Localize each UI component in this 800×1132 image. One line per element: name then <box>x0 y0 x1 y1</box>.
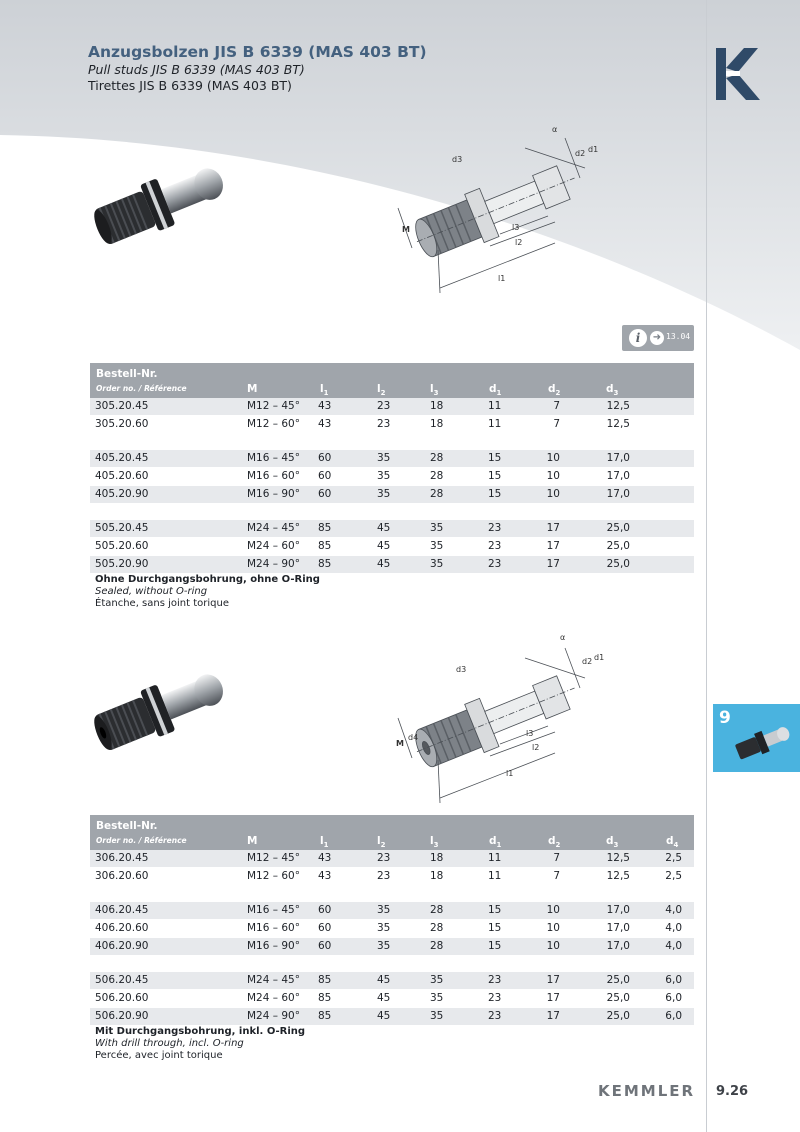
value-cell: 45 <box>377 974 391 986</box>
value-cell: 35 <box>430 558 444 570</box>
row-group-spacer <box>90 886 694 902</box>
value-cell: 10 <box>546 452 560 464</box>
info-reference: 13.04 <box>666 332 691 341</box>
value-cell: 60 <box>318 922 332 934</box>
table-row <box>90 990 694 1008</box>
value-cell: 25,0 <box>606 1010 630 1022</box>
value-cell: 23 <box>488 1010 502 1022</box>
value-cell: 28 <box>430 922 444 934</box>
value-cell: 12,5 <box>606 852 630 864</box>
header-order-subtitle: Order no. / Référence <box>96 384 187 393</box>
label-d2: d2 <box>582 657 593 666</box>
value-cell: 28 <box>430 452 444 464</box>
value-cell: 60 <box>318 470 332 482</box>
value-cell: 85 <box>318 522 332 534</box>
label-d3: d3 <box>456 665 467 674</box>
col-l3: $l_3$ <box>430 835 439 850</box>
table-row <box>90 1008 694 1026</box>
value-cell: 17 <box>546 540 560 552</box>
value-cell: 10 <box>546 904 560 916</box>
value-cell: 18 <box>430 852 444 864</box>
value-cell: 10 <box>546 488 560 500</box>
product-table-1 <box>90 363 694 574</box>
value-cell: 17,0 <box>606 488 630 500</box>
value-cell: 23 <box>488 540 502 552</box>
value-cell: 35 <box>430 992 444 1004</box>
value-cell: 6,0 <box>665 992 682 1004</box>
table-row <box>90 450 694 468</box>
value-cell: 35 <box>430 974 444 986</box>
value-cell: 35 <box>377 904 391 916</box>
pull-stud-photo <box>86 146 246 246</box>
value-cell: 11 <box>488 852 502 864</box>
value-cell: 25,0 <box>606 558 630 570</box>
value-cell: M16 – 45° <box>247 904 300 916</box>
label-l1: l1 <box>506 769 514 778</box>
order-number-cell: 405.20.90 <box>95 488 149 500</box>
value-cell: 23 <box>488 992 502 1004</box>
note-de: Mit Durchgangsbohrung, inkl. O-Ring <box>95 1026 306 1037</box>
value-cell: 45 <box>377 1010 391 1022</box>
table-row <box>90 868 694 886</box>
value-cell: 17 <box>546 522 560 534</box>
value-cell: 6,0 <box>665 1010 682 1022</box>
col-d1: $d_1$ <box>489 383 502 398</box>
col-l3: $l_3$ <box>430 383 439 398</box>
label-l2: l2 <box>515 238 523 247</box>
value-cell: 28 <box>430 904 444 916</box>
col-d2: $d_2$ <box>548 835 561 850</box>
value-cell: 60 <box>318 940 332 952</box>
value-cell: M12 – 60° <box>247 870 300 882</box>
value-cell: 35 <box>430 540 444 552</box>
value-cell: 25,0 <box>606 974 630 986</box>
value-cell: 35 <box>430 522 444 534</box>
kemmler-logo-icon <box>714 46 762 102</box>
value-cell: 12,5 <box>606 418 630 430</box>
value-cell: 7 <box>553 852 560 864</box>
value-cell: 85 <box>318 974 332 986</box>
value-cell: 43 <box>318 870 332 882</box>
value-cell: 4,0 <box>665 940 682 952</box>
table-body <box>90 850 694 1026</box>
value-cell: 60 <box>318 904 332 916</box>
value-cell: 25,0 <box>606 992 630 1004</box>
order-number-cell: 306.20.45 <box>95 852 149 864</box>
value-cell: 85 <box>318 1010 332 1022</box>
page-title-fr: Tirettes JIS B 6339 (MAS 403 BT) <box>88 78 292 93</box>
value-cell: M12 – 60° <box>247 418 300 430</box>
order-number-cell: 305.20.45 <box>95 400 149 412</box>
value-cell: M24 – 45° <box>247 522 300 534</box>
value-cell: M16 – 60° <box>247 922 300 934</box>
order-number-cell: 405.20.45 <box>95 452 149 464</box>
value-cell: 17 <box>546 1010 560 1022</box>
order-number-cell: 506.20.45 <box>95 974 149 986</box>
value-cell: 23 <box>488 558 502 570</box>
value-cell: 43 <box>318 418 332 430</box>
product-table-2 <box>90 815 694 1026</box>
chapter-tab[interactable] <box>713 704 800 772</box>
value-cell: M24 – 45° <box>247 974 300 986</box>
value-cell: 85 <box>318 540 332 552</box>
value-cell: 10 <box>546 470 560 482</box>
title-block <box>88 42 427 94</box>
header-order-number: Bestell-Nr. <box>96 368 158 380</box>
chapter-number: 9 <box>719 708 731 728</box>
order-number-cell: 506.20.90 <box>95 1010 149 1022</box>
value-cell: 17,0 <box>606 904 630 916</box>
value-cell: 23 <box>377 400 391 412</box>
value-cell: 17,0 <box>606 470 630 482</box>
value-cell: 23 <box>488 974 502 986</box>
order-number-cell: 505.20.45 <box>95 522 149 534</box>
value-cell: 15 <box>488 488 502 500</box>
label-m: M <box>402 225 410 234</box>
value-cell: 43 <box>318 400 332 412</box>
table-header <box>90 363 694 398</box>
value-cell: 15 <box>488 922 502 934</box>
value-cell: M24 – 90° <box>247 1010 300 1022</box>
table-row <box>90 850 694 868</box>
col-d3: $d_3$ <box>606 835 619 850</box>
value-cell: M24 – 90° <box>247 558 300 570</box>
value-cell: 35 <box>377 488 391 500</box>
label-alpha: α <box>560 633 566 642</box>
table-row <box>90 556 694 574</box>
order-number-cell: 506.20.60 <box>95 992 149 1004</box>
value-cell: 15 <box>488 904 502 916</box>
value-cell: 2,5 <box>665 852 682 864</box>
note-fr: Étanche, sans joint torique <box>95 598 229 609</box>
label-alpha: α <box>552 125 558 134</box>
col-l2: $l_2$ <box>377 383 386 398</box>
value-cell: M12 – 45° <box>247 400 300 412</box>
label-d3: d3 <box>452 155 463 164</box>
col-d2: $d_2$ <box>548 383 561 398</box>
value-cell: 17 <box>546 974 560 986</box>
value-cell: 28 <box>430 940 444 952</box>
label-m: M <box>396 739 404 748</box>
col-d4: $d_4$ <box>666 835 679 850</box>
value-cell: 10 <box>546 922 560 934</box>
col-d1: $d_1$ <box>489 835 502 850</box>
label-l2: l2 <box>532 743 540 752</box>
page-number: 9.26 <box>716 1084 749 1099</box>
table-row <box>90 416 694 434</box>
order-number-cell: 405.20.60 <box>95 470 149 482</box>
value-cell: 7 <box>553 870 560 882</box>
note-en: With drill through, incl. O-ring <box>95 1038 244 1049</box>
value-cell: 45 <box>377 540 391 552</box>
value-cell: 43 <box>318 852 332 864</box>
value-cell: 23 <box>377 418 391 430</box>
header-order-number: Bestell-Nr. <box>96 820 158 832</box>
table-header <box>90 815 694 850</box>
label-d4: d4 <box>408 733 419 742</box>
label-l3: l3 <box>526 729 534 738</box>
value-cell: 45 <box>377 522 391 534</box>
technical-drawing <box>380 118 610 298</box>
value-cell: 35 <box>377 940 391 952</box>
info-reference-box[interactable] <box>622 325 694 351</box>
page-title-en: Pull studs JIS B 6339 (MAS 403 BT) <box>88 62 305 77</box>
value-cell: 23 <box>377 852 391 864</box>
value-cell: 60 <box>318 452 332 464</box>
table-row <box>90 972 694 990</box>
table-body <box>90 398 694 574</box>
value-cell: 7 <box>553 418 560 430</box>
pull-stud-thumbnail-icon <box>731 718 795 762</box>
order-number-cell: 505.20.60 <box>95 540 149 552</box>
table-2-notes <box>95 1026 305 1062</box>
value-cell: 11 <box>488 400 502 412</box>
value-cell: 11 <box>488 418 502 430</box>
value-cell: 15 <box>488 940 502 952</box>
value-cell: 60 <box>318 488 332 500</box>
value-cell: 45 <box>377 558 391 570</box>
value-cell: 18 <box>430 418 444 430</box>
table-row <box>90 902 694 920</box>
technical-drawing-oring <box>380 628 610 808</box>
note-en: Sealed, without O-ring <box>95 586 208 597</box>
value-cell: 18 <box>430 400 444 412</box>
order-number-cell: 406.20.45 <box>95 904 149 916</box>
value-cell: 35 <box>377 922 391 934</box>
value-cell: 85 <box>318 558 332 570</box>
info-icon: i <box>629 329 647 347</box>
note-de: Ohne Durchgangsbohrung, ohne O-Ring <box>95 574 320 585</box>
footer-brand: KEMMLER <box>598 1082 696 1100</box>
col-l1: $l_1$ <box>320 835 329 850</box>
value-cell: 17 <box>546 992 560 1004</box>
value-cell: 25,0 <box>606 540 630 552</box>
order-number-cell: 305.20.60 <box>95 418 149 430</box>
value-cell: 17,0 <box>606 940 630 952</box>
value-cell: 23 <box>377 870 391 882</box>
table-row <box>90 486 694 504</box>
value-cell: 35 <box>377 470 391 482</box>
table-row <box>90 538 694 556</box>
table-row <box>90 938 694 956</box>
col-l1: $l_1$ <box>320 383 329 398</box>
value-cell: M24 – 60° <box>247 992 300 1004</box>
value-cell: 17,0 <box>606 922 630 934</box>
value-cell: 28 <box>430 488 444 500</box>
value-cell: 28 <box>430 470 444 482</box>
col-m: M <box>247 835 258 847</box>
value-cell: 10 <box>546 940 560 952</box>
header-order-subtitle: Order no. / Référence <box>96 836 187 845</box>
value-cell: 4,0 <box>665 904 682 916</box>
order-number-cell: 406.20.90 <box>95 940 149 952</box>
value-cell: M16 – 90° <box>247 940 300 952</box>
value-cell: 35 <box>377 452 391 464</box>
order-number-cell: 505.20.90 <box>95 558 149 570</box>
value-cell: M16 – 45° <box>247 452 300 464</box>
value-cell: 7 <box>553 400 560 412</box>
page-title: Anzugsbolzen JIS B 6339 (MAS 403 BT) <box>88 43 427 61</box>
value-cell: 17 <box>546 558 560 570</box>
value-cell: 12,5 <box>606 870 630 882</box>
value-cell: 17,0 <box>606 452 630 464</box>
order-number-cell: 306.20.60 <box>95 870 149 882</box>
row-group-spacer <box>90 504 694 520</box>
label-l1: l1 <box>498 274 506 283</box>
value-cell: M24 – 60° <box>247 540 300 552</box>
value-cell: 6,0 <box>665 974 682 986</box>
value-cell: 11 <box>488 870 502 882</box>
pull-stud-photo-oring <box>86 652 246 752</box>
row-group-spacer <box>90 434 694 450</box>
label-d1: d1 <box>594 653 605 662</box>
value-cell: 23 <box>488 522 502 534</box>
value-cell: M16 – 90° <box>247 488 300 500</box>
label-l3: l3 <box>512 223 520 232</box>
value-cell: 35 <box>430 1010 444 1022</box>
value-cell: 15 <box>488 452 502 464</box>
table-1-notes <box>95 574 320 610</box>
col-l2: $l_2$ <box>377 835 386 850</box>
col-d3: $d_3$ <box>606 383 619 398</box>
value-cell: 45 <box>377 992 391 1004</box>
table-row <box>90 468 694 486</box>
order-number-cell: 406.20.60 <box>95 922 149 934</box>
col-m: M <box>247 383 258 395</box>
table-row <box>90 398 694 416</box>
value-cell: 12,5 <box>606 400 630 412</box>
value-cell: 25,0 <box>606 522 630 534</box>
value-cell: 2,5 <box>665 870 682 882</box>
note-fr: Percée, avec joint torique <box>95 1050 223 1061</box>
value-cell: 85 <box>318 992 332 1004</box>
value-cell: 18 <box>430 870 444 882</box>
table-row <box>90 920 694 938</box>
right-margin-rule <box>706 0 707 1132</box>
value-cell: M12 – 45° <box>247 852 300 864</box>
label-d1: d1 <box>588 145 599 154</box>
row-group-spacer <box>90 956 694 972</box>
table-row <box>90 520 694 538</box>
label-d2: d2 <box>575 149 586 158</box>
value-cell: M16 – 60° <box>247 470 300 482</box>
arrow-right-icon: ➜ <box>650 331 664 345</box>
value-cell: 15 <box>488 470 502 482</box>
value-cell: 4,0 <box>665 922 682 934</box>
